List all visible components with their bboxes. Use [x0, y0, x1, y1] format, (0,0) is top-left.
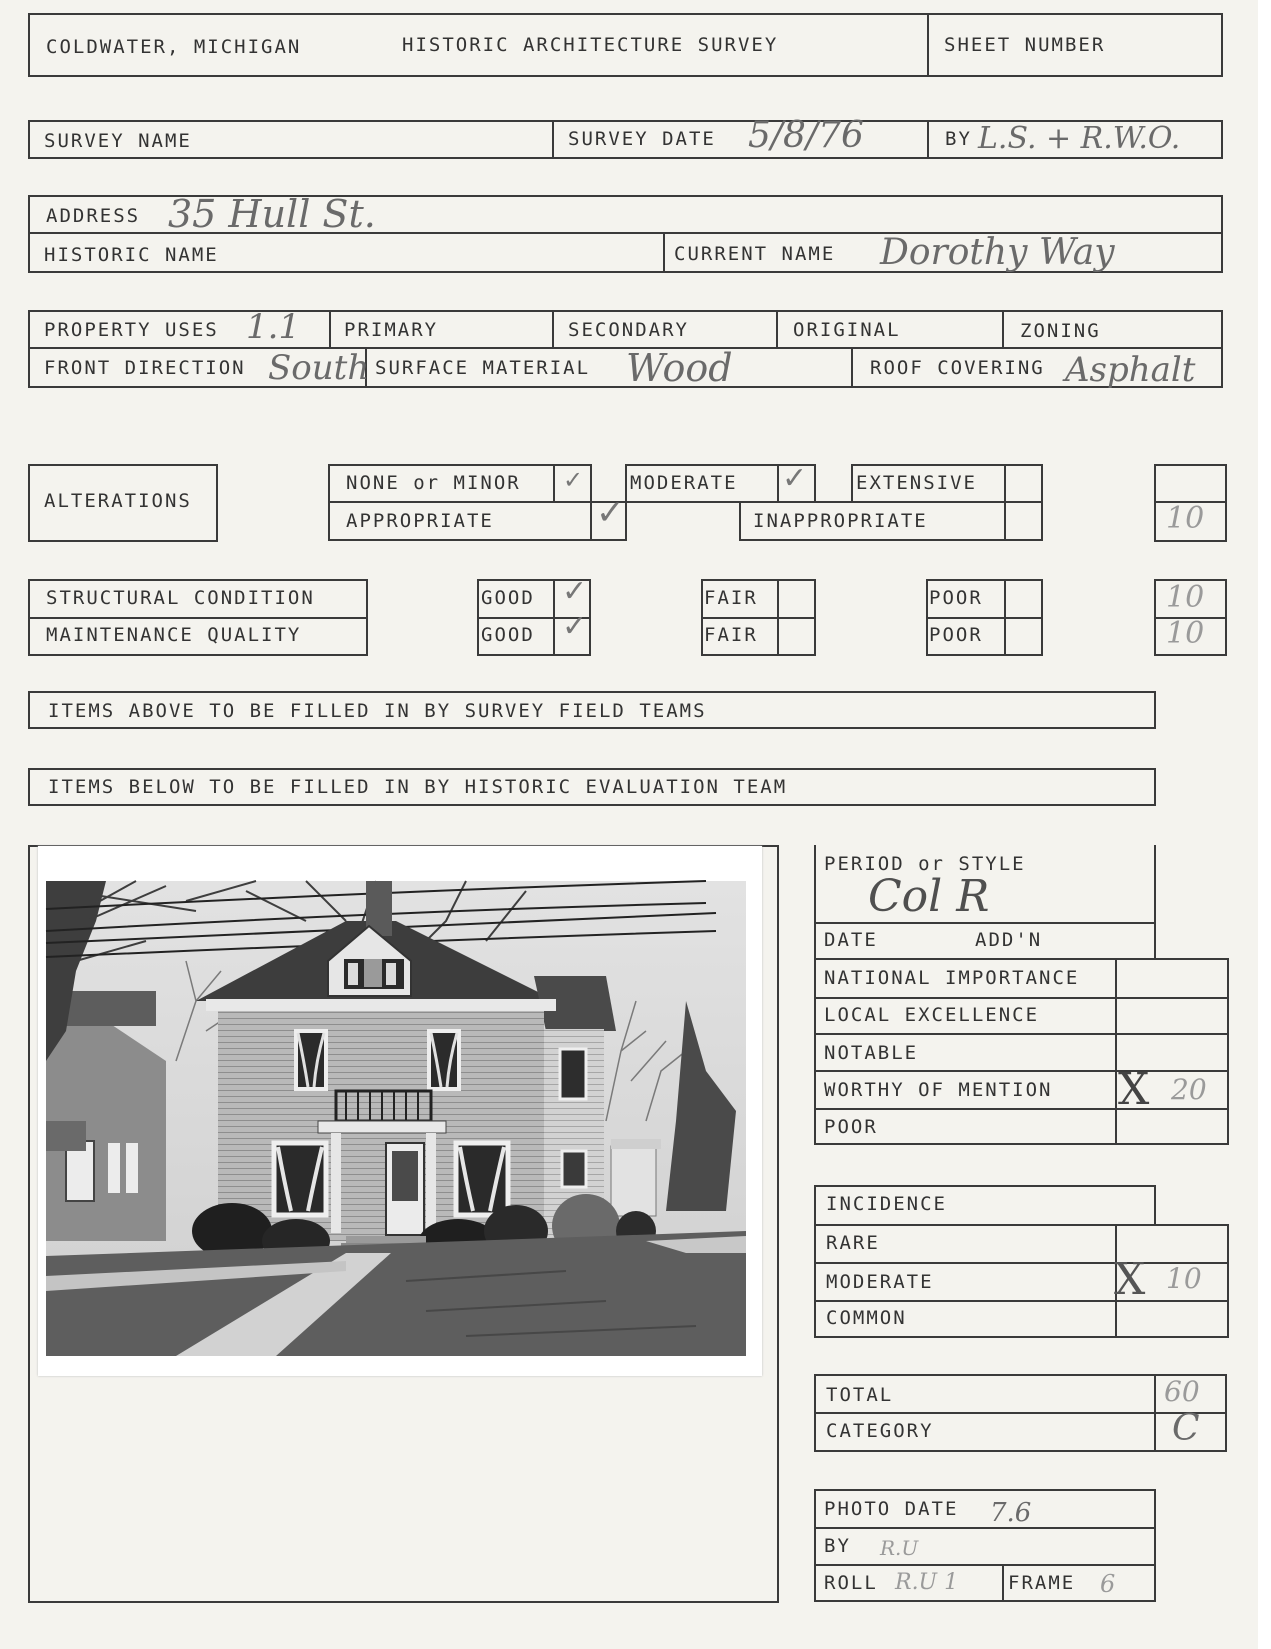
- note-below-bottom: [28, 804, 1156, 806]
- incidence-moderate-label: MODERATE: [826, 1271, 934, 1293]
- photo-by-label: BY: [824, 1535, 851, 1557]
- totals-mid: [814, 1412, 1227, 1414]
- eval-line-6: [814, 1108, 1229, 1110]
- alt-v6: [814, 464, 816, 503]
- photo-info-line-1: [814, 1527, 1156, 1529]
- frame-label: FRAME: [1008, 1572, 1076, 1594]
- incidence-moderate-mark: X: [1114, 1254, 1146, 1305]
- alt-appropriate-label: APPROPRIATE: [346, 510, 494, 532]
- alt-moderate-check: ✓: [782, 461, 808, 496]
- inc-line-4: [814, 1336, 1229, 1338]
- alt-v8: [739, 501, 741, 541]
- alt-none-minor-check: ✓: [563, 466, 584, 494]
- surface-material-value: Wood: [626, 346, 733, 390]
- survey-date-label: SURVEY DATE: [568, 128, 716, 150]
- total-label: TOTAL: [826, 1384, 894, 1406]
- primary-label: PRIMARY: [344, 319, 439, 341]
- sheet-number-label: SHEET NUMBER: [944, 34, 1106, 56]
- frame-value: 6: [1100, 1570, 1116, 1598]
- incidence-moderate-score: 10: [1166, 1262, 1202, 1295]
- alt-v9: [1004, 464, 1006, 541]
- alt-appropriate-check: ✓: [596, 493, 625, 533]
- inc-line-1: [814, 1224, 1229, 1226]
- incidence-label: INCIDENCE: [826, 1193, 947, 1215]
- inc-line-3: [814, 1300, 1229, 1302]
- header-city: COLDWATER, MICHIGAN: [46, 36, 302, 58]
- survey-by-value: L.S. + R.W.O.: [978, 121, 1181, 156]
- maintenance-score: 10: [1166, 616, 1205, 651]
- eval-line-2: [814, 958, 1229, 960]
- period-style-label: PERIOD or STYLE: [824, 853, 1026, 875]
- address-left: [28, 195, 30, 273]
- worthy-score: 20: [1171, 1073, 1207, 1106]
- eval-line-7: [814, 1143, 1229, 1145]
- address-value: 35 Hull St.: [168, 192, 376, 236]
- notable-label: NOTABLE: [824, 1042, 919, 1064]
- address-div: [663, 232, 665, 273]
- alt-v10: [1041, 464, 1043, 541]
- roof-covering-value: Asphalt: [1065, 350, 1196, 390]
- note-below-top: [28, 768, 1156, 770]
- survey-by-label: BY: [945, 128, 972, 150]
- property-right: [1221, 310, 1223, 388]
- eval-addn-label: ADD'N: [975, 929, 1043, 951]
- note-above-right: [1154, 691, 1156, 729]
- original-label: ORIGINAL: [793, 319, 901, 341]
- surface-material-label: SURFACE MATERIAL: [375, 357, 591, 379]
- period-style-value: Col R: [868, 871, 990, 922]
- eval-line-1: [814, 922, 1155, 924]
- structural-condition-label: STRUCTURAL CONDITION: [46, 587, 315, 609]
- historic-name-label: HISTORIC NAME: [44, 244, 219, 266]
- photo-by-value: R.U: [880, 1536, 919, 1560]
- local-excellence-label: LOCAL EXCELLENCE: [824, 1004, 1040, 1026]
- structural-poor-label: POOR: [929, 587, 983, 609]
- property-div3: [776, 310, 778, 349]
- address-label: ADDRESS: [46, 205, 141, 227]
- front-direction-label: FRONT DIRECTION: [44, 357, 246, 379]
- alt-moderate-label: MODERATE: [630, 472, 738, 494]
- survey-row-div1: [552, 120, 554, 159]
- note-above-top: [28, 691, 1156, 693]
- inc-right: [1227, 1224, 1229, 1338]
- structural-good-label: GOOD: [481, 587, 535, 609]
- total-value: 60: [1164, 1375, 1200, 1408]
- note-above-left: [28, 691, 30, 729]
- alt-v3: [590, 464, 592, 541]
- survey-name-label: SURVEY NAME: [44, 130, 192, 152]
- fair-mid: [701, 617, 816, 619]
- alt-bottom-a: [328, 539, 626, 541]
- property-top: [28, 310, 1223, 312]
- note-below-left: [28, 768, 30, 806]
- eval-score-div: [1115, 958, 1117, 1143]
- alt-v7: [851, 464, 853, 503]
- eval-right-top: [1154, 845, 1156, 959]
- front-direction-value: South: [268, 348, 370, 388]
- property-uses-value: 1.1: [246, 307, 301, 347]
- category-label: CATEGORY: [826, 1420, 934, 1442]
- inc-right-top: [1154, 1185, 1156, 1225]
- house-photograph: [38, 846, 762, 1376]
- maintenance-good-label: GOOD: [481, 624, 535, 646]
- worthy-mark: X: [1118, 1064, 1150, 1115]
- eval-line-3: [814, 997, 1229, 999]
- eval-date-label: DATE: [824, 929, 878, 951]
- eval-poor-label: POOR: [824, 1116, 878, 1138]
- alt-v2: [553, 464, 555, 503]
- property-div6: [851, 347, 853, 388]
- photo-info-div: [1002, 1564, 1004, 1602]
- current-name-value: Dorothy Way: [880, 232, 1115, 273]
- roll-value: R.U 1: [895, 1570, 959, 1595]
- alt-v4: [625, 464, 627, 541]
- maintenance-quality-label: MAINTENANCE QUALITY: [46, 624, 302, 646]
- survey-row-div2: [927, 120, 929, 159]
- worthy-of-mention-label: WORTHY OF MENTION: [824, 1079, 1053, 1101]
- photo-info-line-2: [814, 1564, 1156, 1566]
- roof-covering-label: ROOF COVERING: [870, 357, 1045, 379]
- maintenance-poor-label: POOR: [929, 624, 983, 646]
- poor-mid: [926, 617, 1043, 619]
- alterations-label: ALTERATIONS: [44, 490, 192, 512]
- alt-extensive-label: EXTENSIVE: [856, 472, 977, 494]
- secondary-label: SECONDARY: [568, 319, 689, 341]
- eval-left: [814, 845, 816, 1143]
- poor-div: [1004, 579, 1006, 656]
- eval-line-4: [814, 1033, 1229, 1035]
- alt-v1: [328, 464, 330, 541]
- property-div1: [329, 310, 331, 349]
- property-left: [28, 310, 30, 388]
- survey-row-right: [1221, 120, 1223, 159]
- inc-line-0: [814, 1185, 1155, 1187]
- alt-mid: [328, 501, 1043, 503]
- note-below: ITEMS BELOW TO BE FILLED IN BY HISTORIC EVALUATION TEAM: [48, 776, 788, 798]
- zoning-label: ZONING: [1020, 320, 1101, 342]
- good-div: [553, 579, 555, 656]
- national-importance-label: NATIONAL IMPORTANCE: [824, 967, 1080, 989]
- property-div2: [552, 310, 554, 349]
- photo-date-value: 7.6: [990, 1498, 1032, 1528]
- alt-score: 10: [1166, 501, 1205, 536]
- roll-label: ROLL: [824, 1572, 878, 1594]
- address-right: [1221, 195, 1223, 273]
- note-above-bottom: [28, 727, 1156, 729]
- structural-fair-label: FAIR: [704, 587, 758, 609]
- incidence-rare-label: RARE: [826, 1232, 880, 1254]
- survey-row-bottom: [28, 157, 1223, 159]
- property-div4: [1002, 310, 1004, 349]
- alt-bottom-b: [739, 539, 1043, 541]
- structural-good-check: ✓: [562, 574, 588, 609]
- maintenance-good-check: ✓: [562, 609, 588, 644]
- note-below-right: [1154, 768, 1156, 806]
- condition-label-mid: [28, 617, 368, 619]
- totals-div: [1154, 1374, 1156, 1452]
- survey-date-value: 5/8/76: [748, 115, 864, 156]
- alt-none-minor-label: NONE or MINOR: [346, 472, 521, 494]
- current-name-label: CURRENT NAME: [674, 243, 836, 265]
- header-form-title: HISTORIC ARCHITECTURE SURVEY: [402, 34, 779, 56]
- property-uses-label: PROPERTY USES: [44, 319, 219, 341]
- alt-top-c: [851, 464, 1043, 466]
- photo-date-label: PHOTO DATE: [824, 1498, 959, 1520]
- structural-score: 10: [1166, 580, 1205, 615]
- header-divider: [927, 13, 929, 77]
- survey-row-left: [28, 120, 30, 159]
- alt-v5: [777, 464, 779, 503]
- maintenance-fair-label: FAIR: [704, 624, 758, 646]
- fair-div: [777, 579, 779, 656]
- house-photo-image: [38, 846, 762, 1376]
- eval-right: [1227, 958, 1229, 1143]
- alt-inappropriate-label: INAPPROPRIATE: [753, 510, 928, 532]
- incidence-common-label: COMMON: [826, 1307, 907, 1329]
- note-above: ITEMS ABOVE TO BE FILLED IN BY SURVEY FIELD TEAMS: [48, 700, 707, 722]
- eval-line-5: [814, 1070, 1229, 1072]
- category-value: C: [1172, 1408, 1200, 1449]
